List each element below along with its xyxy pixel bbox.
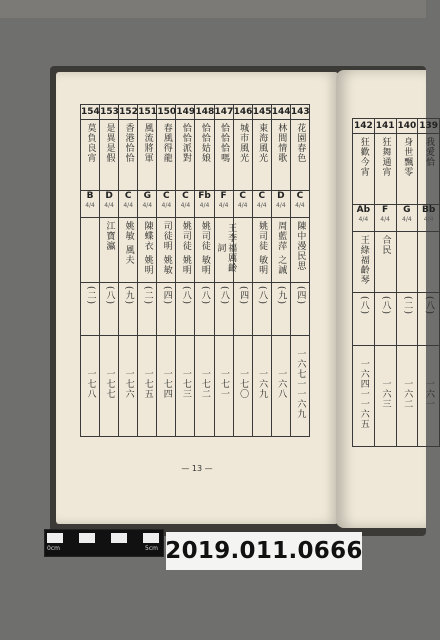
number-row — [353, 119, 440, 134]
song-title: 恰恰姑娘 — [199, 123, 210, 163]
song-number: 150 — [157, 105, 176, 120]
number-row — [81, 105, 310, 120]
song-key: G — [403, 205, 411, 215]
song-author: 王李福厲齡詞 — [215, 223, 237, 273]
song-page: 一七三 — [180, 368, 191, 399]
song-author: 王綠福齡琴 — [358, 235, 369, 285]
song-title: 風流將軍 — [142, 123, 153, 163]
key-cell — [195, 191, 214, 218]
song-key: D — [277, 191, 285, 201]
mark-cell — [195, 282, 214, 335]
song-title: 恰恰恰嗎 — [218, 123, 229, 163]
time-signature: 4/4 — [380, 215, 390, 223]
song-mark: (四) — [161, 285, 172, 305]
time-signature: 4/4 — [180, 201, 191, 209]
page-cell — [138, 335, 157, 436]
song-page: 一七〇 — [238, 368, 249, 399]
song-title: 狂舞通宵 — [380, 137, 391, 177]
song-mark: (八) — [424, 296, 435, 316]
author-cell — [119, 218, 138, 283]
key-cell — [100, 191, 119, 218]
song-key: C — [239, 191, 246, 201]
song-number: 145 — [252, 105, 271, 120]
key-row — [353, 205, 440, 232]
author-cell — [271, 218, 290, 283]
song-page: 一七六 — [123, 368, 134, 399]
song-number: 148 — [195, 105, 214, 120]
key-cell — [138, 191, 157, 218]
song-number: 152 — [119, 105, 138, 120]
song-title-cell — [176, 120, 195, 191]
mark-cell — [418, 293, 440, 346]
song-key: B — [86, 191, 94, 201]
song-title-cell — [252, 120, 271, 191]
song-title-cell — [157, 120, 176, 191]
song-number: 141 — [374, 119, 396, 134]
song-author: 姚敏 風夫 — [123, 221, 134, 265]
song-title-cell — [119, 120, 138, 191]
song-title: 花園春色 — [295, 123, 306, 163]
song-page: 一七四 — [161, 368, 172, 399]
song-key: Bb — [421, 205, 436, 215]
time-signature: 4/4 — [275, 201, 286, 209]
ruler-label-end: 5cm — [145, 545, 158, 552]
song-title: 我愛恰 — [424, 137, 435, 167]
key-cell — [418, 205, 440, 232]
page-cell — [100, 335, 119, 436]
song-mark: (八) — [257, 285, 268, 305]
ruler-label-start: 0cm — [47, 545, 60, 552]
song-title-cell — [233, 120, 252, 191]
time-signature: 4/4 — [218, 201, 229, 209]
song-page: 一七二 — [199, 368, 210, 399]
song-index-table-right — [352, 118, 440, 447]
song-number: 149 — [176, 105, 195, 120]
author-cell — [81, 218, 100, 283]
song-mark: (二) — [142, 285, 153, 305]
song-title-cell — [138, 120, 157, 191]
song-title-cell — [271, 120, 290, 191]
song-author: 司徒明 姚敏 — [161, 221, 172, 275]
author-cell — [252, 218, 271, 283]
key-cell — [374, 205, 396, 232]
author-row — [81, 218, 310, 283]
song-mark: (九) — [276, 285, 287, 305]
key-cell — [119, 191, 138, 218]
song-author: 江寶瀛 — [104, 221, 115, 251]
page-cell — [119, 335, 138, 436]
song-key: C — [182, 191, 189, 201]
song-page: 一六一 — [424, 379, 435, 410]
song-key: C — [163, 191, 170, 201]
song-title-cell — [195, 120, 214, 191]
key-cell — [396, 205, 418, 232]
key-cell — [81, 191, 100, 218]
song-key: F — [220, 191, 227, 201]
song-mark: (八) — [358, 296, 369, 316]
key-cell — [233, 191, 252, 218]
page-cell — [195, 335, 214, 436]
song-author: 周藍萍 之誠 — [276, 221, 287, 275]
song-key: F — [382, 205, 389, 215]
song-title-cell — [418, 134, 440, 205]
song-title: 香港恰恰 — [123, 123, 134, 163]
ruler-segment — [79, 533, 95, 543]
song-mark: (八) — [180, 285, 191, 305]
song-author: 姚司徒 姚明 — [180, 221, 191, 275]
song-number: 140 — [396, 119, 418, 134]
song-author: 陳蝶衣 姚明 — [142, 221, 153, 275]
mark-row — [353, 293, 440, 346]
song-page: 一六九 — [257, 368, 268, 399]
song-number: 153 — [100, 105, 119, 120]
mark-cell — [233, 282, 252, 335]
song-key: C — [258, 191, 266, 201]
mark-row — [81, 282, 310, 335]
song-index-table — [80, 104, 310, 437]
key-cell — [176, 191, 195, 218]
key-row — [81, 191, 310, 218]
song-key: C — [296, 191, 304, 201]
song-number: 146 — [233, 105, 252, 120]
song-title: 東海風光 — [257, 123, 268, 163]
author-cell — [214, 218, 237, 283]
page-cell — [157, 335, 176, 436]
time-signature: 4/4 — [161, 201, 172, 209]
author-cell — [374, 232, 396, 293]
song-page: 一六七一一六九 — [295, 348, 306, 419]
author-cell — [100, 218, 119, 283]
key-cell — [157, 191, 176, 218]
page-cell — [374, 346, 396, 447]
song-title-cell — [396, 134, 418, 205]
time-signature: 4/4 — [85, 201, 95, 209]
page-number: — 13 — — [181, 464, 213, 473]
time-signature: 4/4 — [199, 201, 210, 209]
mark-cell — [214, 282, 233, 335]
song-mark: (八) — [380, 296, 391, 316]
ruler-segment — [47, 533, 63, 543]
song-number: 142 — [353, 119, 375, 134]
song-author: 姚司徒 敏明 — [199, 221, 210, 275]
time-signature: 4/4 — [142, 201, 153, 209]
right-page — [336, 70, 439, 528]
author-cell — [396, 232, 418, 293]
mark-cell — [396, 293, 418, 346]
song-number: 139 — [418, 119, 440, 134]
song-title: 身世飄零 — [402, 137, 413, 177]
author-cell — [195, 218, 214, 283]
song-mark: (八) — [104, 285, 115, 305]
page-cell — [233, 335, 252, 436]
page-cell — [214, 335, 233, 436]
song-title: 狂歡今宵 — [358, 137, 369, 177]
mark-cell — [271, 282, 290, 335]
mark-cell — [353, 293, 375, 346]
song-mark: (二) — [85, 285, 96, 305]
song-number: 154 — [81, 105, 100, 120]
song-title-cell — [290, 120, 309, 191]
author-cell — [157, 218, 176, 283]
author-cell — [353, 232, 375, 293]
time-signature: 4/4 — [123, 201, 134, 209]
time-signature: 4/4 — [104, 201, 114, 209]
mark-cell — [119, 282, 138, 335]
song-page: 一六三 — [380, 379, 391, 410]
page-cell — [176, 335, 195, 436]
song-author: 陳中漫民思 — [295, 221, 306, 271]
song-title-cell — [214, 120, 233, 191]
song-mark: (八) — [218, 285, 229, 305]
author-cell — [290, 218, 309, 283]
song-title-cell — [81, 120, 100, 191]
song-key: Fb — [198, 191, 211, 201]
mark-cell — [100, 282, 119, 335]
left-page — [56, 72, 338, 524]
time-signature: 4/4 — [256, 201, 267, 209]
song-title: 林間情歌 — [276, 123, 287, 163]
song-key: C — [124, 191, 132, 201]
page-cell — [271, 335, 290, 436]
song-title: 是異是假 — [104, 123, 115, 163]
song-page: 一七一 — [218, 368, 229, 399]
page-row — [353, 346, 440, 447]
title-row — [81, 120, 310, 191]
page-cell — [81, 335, 100, 436]
song-author: 合民 — [380, 235, 391, 255]
background-edge — [0, 0, 426, 18]
song-page: 一七七 — [104, 368, 115, 399]
song-mark: (九) — [123, 285, 134, 305]
song-page: 一六四一一六五 — [358, 359, 369, 430]
song-title-cell — [374, 134, 396, 205]
song-author: 姚司徒 敏明 — [257, 221, 268, 275]
song-page: 一七八 — [85, 368, 96, 399]
song-key: G — [143, 191, 151, 201]
key-cell — [252, 191, 271, 218]
song-key: Ab — [356, 205, 371, 215]
time-signature: 4/4 — [358, 215, 369, 223]
page-cell — [353, 346, 375, 447]
mark-cell — [290, 282, 309, 335]
song-number: 143 — [290, 105, 309, 120]
accession-number-label: 2019.011.0666 — [166, 532, 362, 570]
mark-cell — [374, 293, 396, 346]
song-mark: (八) — [199, 285, 210, 305]
scale-ruler — [44, 529, 164, 557]
author-row — [353, 232, 440, 293]
mark-cell — [138, 282, 157, 335]
page-cell — [252, 335, 271, 436]
mark-cell — [157, 282, 176, 335]
song-title: 春風得龍 — [161, 123, 172, 163]
mark-cell — [81, 282, 100, 335]
key-cell — [353, 205, 375, 232]
ruler-segment — [111, 533, 127, 543]
song-page: 一六八 — [276, 368, 287, 399]
time-signature: 4/4 — [295, 201, 305, 209]
time-signature: 4/4 — [237, 201, 248, 209]
mark-cell — [252, 282, 271, 335]
key-cell — [290, 191, 309, 218]
page-row — [81, 335, 310, 436]
song-mark: (二) — [402, 296, 413, 316]
page-cell — [290, 335, 309, 436]
song-mark: (四) — [238, 285, 249, 305]
song-title: 莫負良宵 — [85, 123, 96, 163]
mark-cell — [176, 282, 195, 335]
key-cell — [214, 191, 233, 218]
song-mark: (四) — [295, 285, 306, 305]
time-signature: 4/4 — [402, 215, 412, 223]
page-cell — [396, 346, 418, 447]
time-signature: 4/4 — [423, 215, 434, 223]
song-number: 147 — [214, 105, 233, 120]
ruler-segment — [143, 533, 159, 543]
song-number: 144 — [271, 105, 290, 120]
author-cell — [418, 232, 440, 293]
song-title: 恰恰派對 — [180, 123, 191, 163]
song-key: D — [105, 191, 113, 201]
song-title-cell — [100, 120, 119, 191]
author-cell — [138, 218, 157, 283]
song-title-cell — [353, 134, 375, 205]
song-number: 151 — [138, 105, 157, 120]
song-page: 一六二 — [402, 379, 413, 410]
title-row — [353, 134, 440, 205]
song-page: 一七五 — [142, 368, 153, 399]
author-cell — [176, 218, 195, 283]
song-title: 城市風光 — [238, 123, 249, 163]
page-cell — [418, 346, 440, 447]
key-cell — [271, 191, 290, 218]
